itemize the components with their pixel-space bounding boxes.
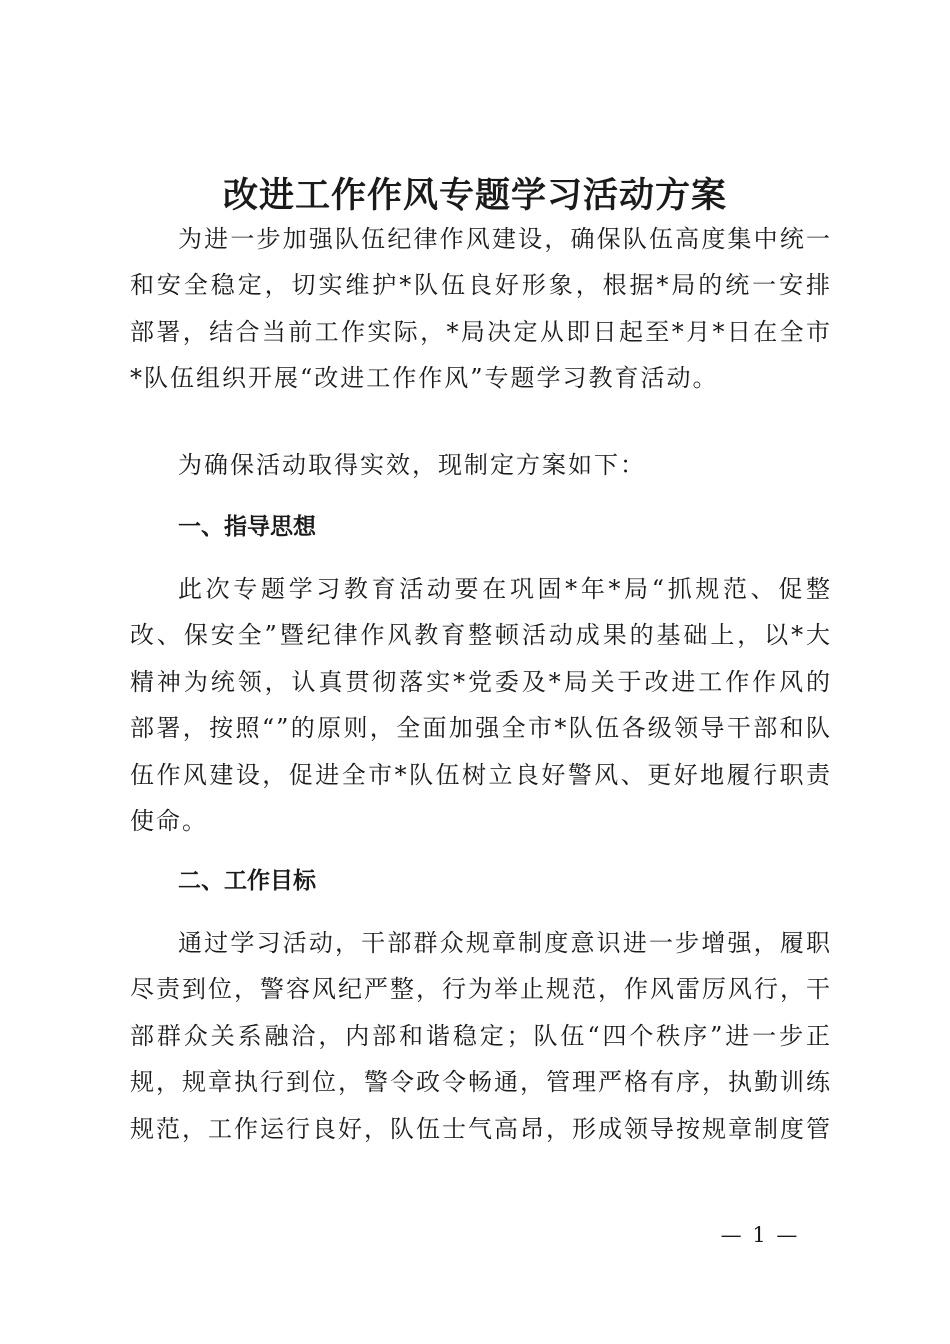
section-1-heading: 一、指导思想 [178,514,316,540]
section-2-body: 通过学习活动，干部群众规章制度意识进一步增强，履职尽责到位，警容风纪严整，行为举止规范，作风雷厉风行，干部群众关系融洽，内部和谐稳定；队伍“四个秩序”进一步正规，规章执行到位，警令政令畅通，管理严格有序，执勤训练规范，工作运行良好，队伍士气高昂，形成领导按规章制度管 [130,929,832,1143]
document-title: 改进工作作风专题学习活动方案 [222,175,727,216]
page-number: — 1 — [720,1223,800,1247]
section-1-body: 此次专题学习教育活动要在巩固*年*局“抓规范、促整改、保安全”暨纪律作风教育整顿活动成果的基础上，以*大精神为统领，认真贯彻落实*党委及*局关于改进工作作风的部署，按照“”的原则，全面加强全市*队伍各级领导干部和队伍作风建设，促进全市*队伍树立良好警风、更好地履行职责使命。 [130,575,832,836]
purpose-paragraph: 为确保活动取得实效，现制定方案如下： [178,451,646,479]
section-2-heading: 二、工作目标 [178,868,316,894]
intro-paragraph: 为进一步加强队伍纪律作风建设，确保队伍高度集中统一和安全稳定，切实维护*队伍良好形象，根据*局的统一安排部署，结合当前工作实际，*局决定从即日起至*月*日在全市*队伍组织开展“改进工作作风”专题学习教育活动。 [130,225,832,393]
